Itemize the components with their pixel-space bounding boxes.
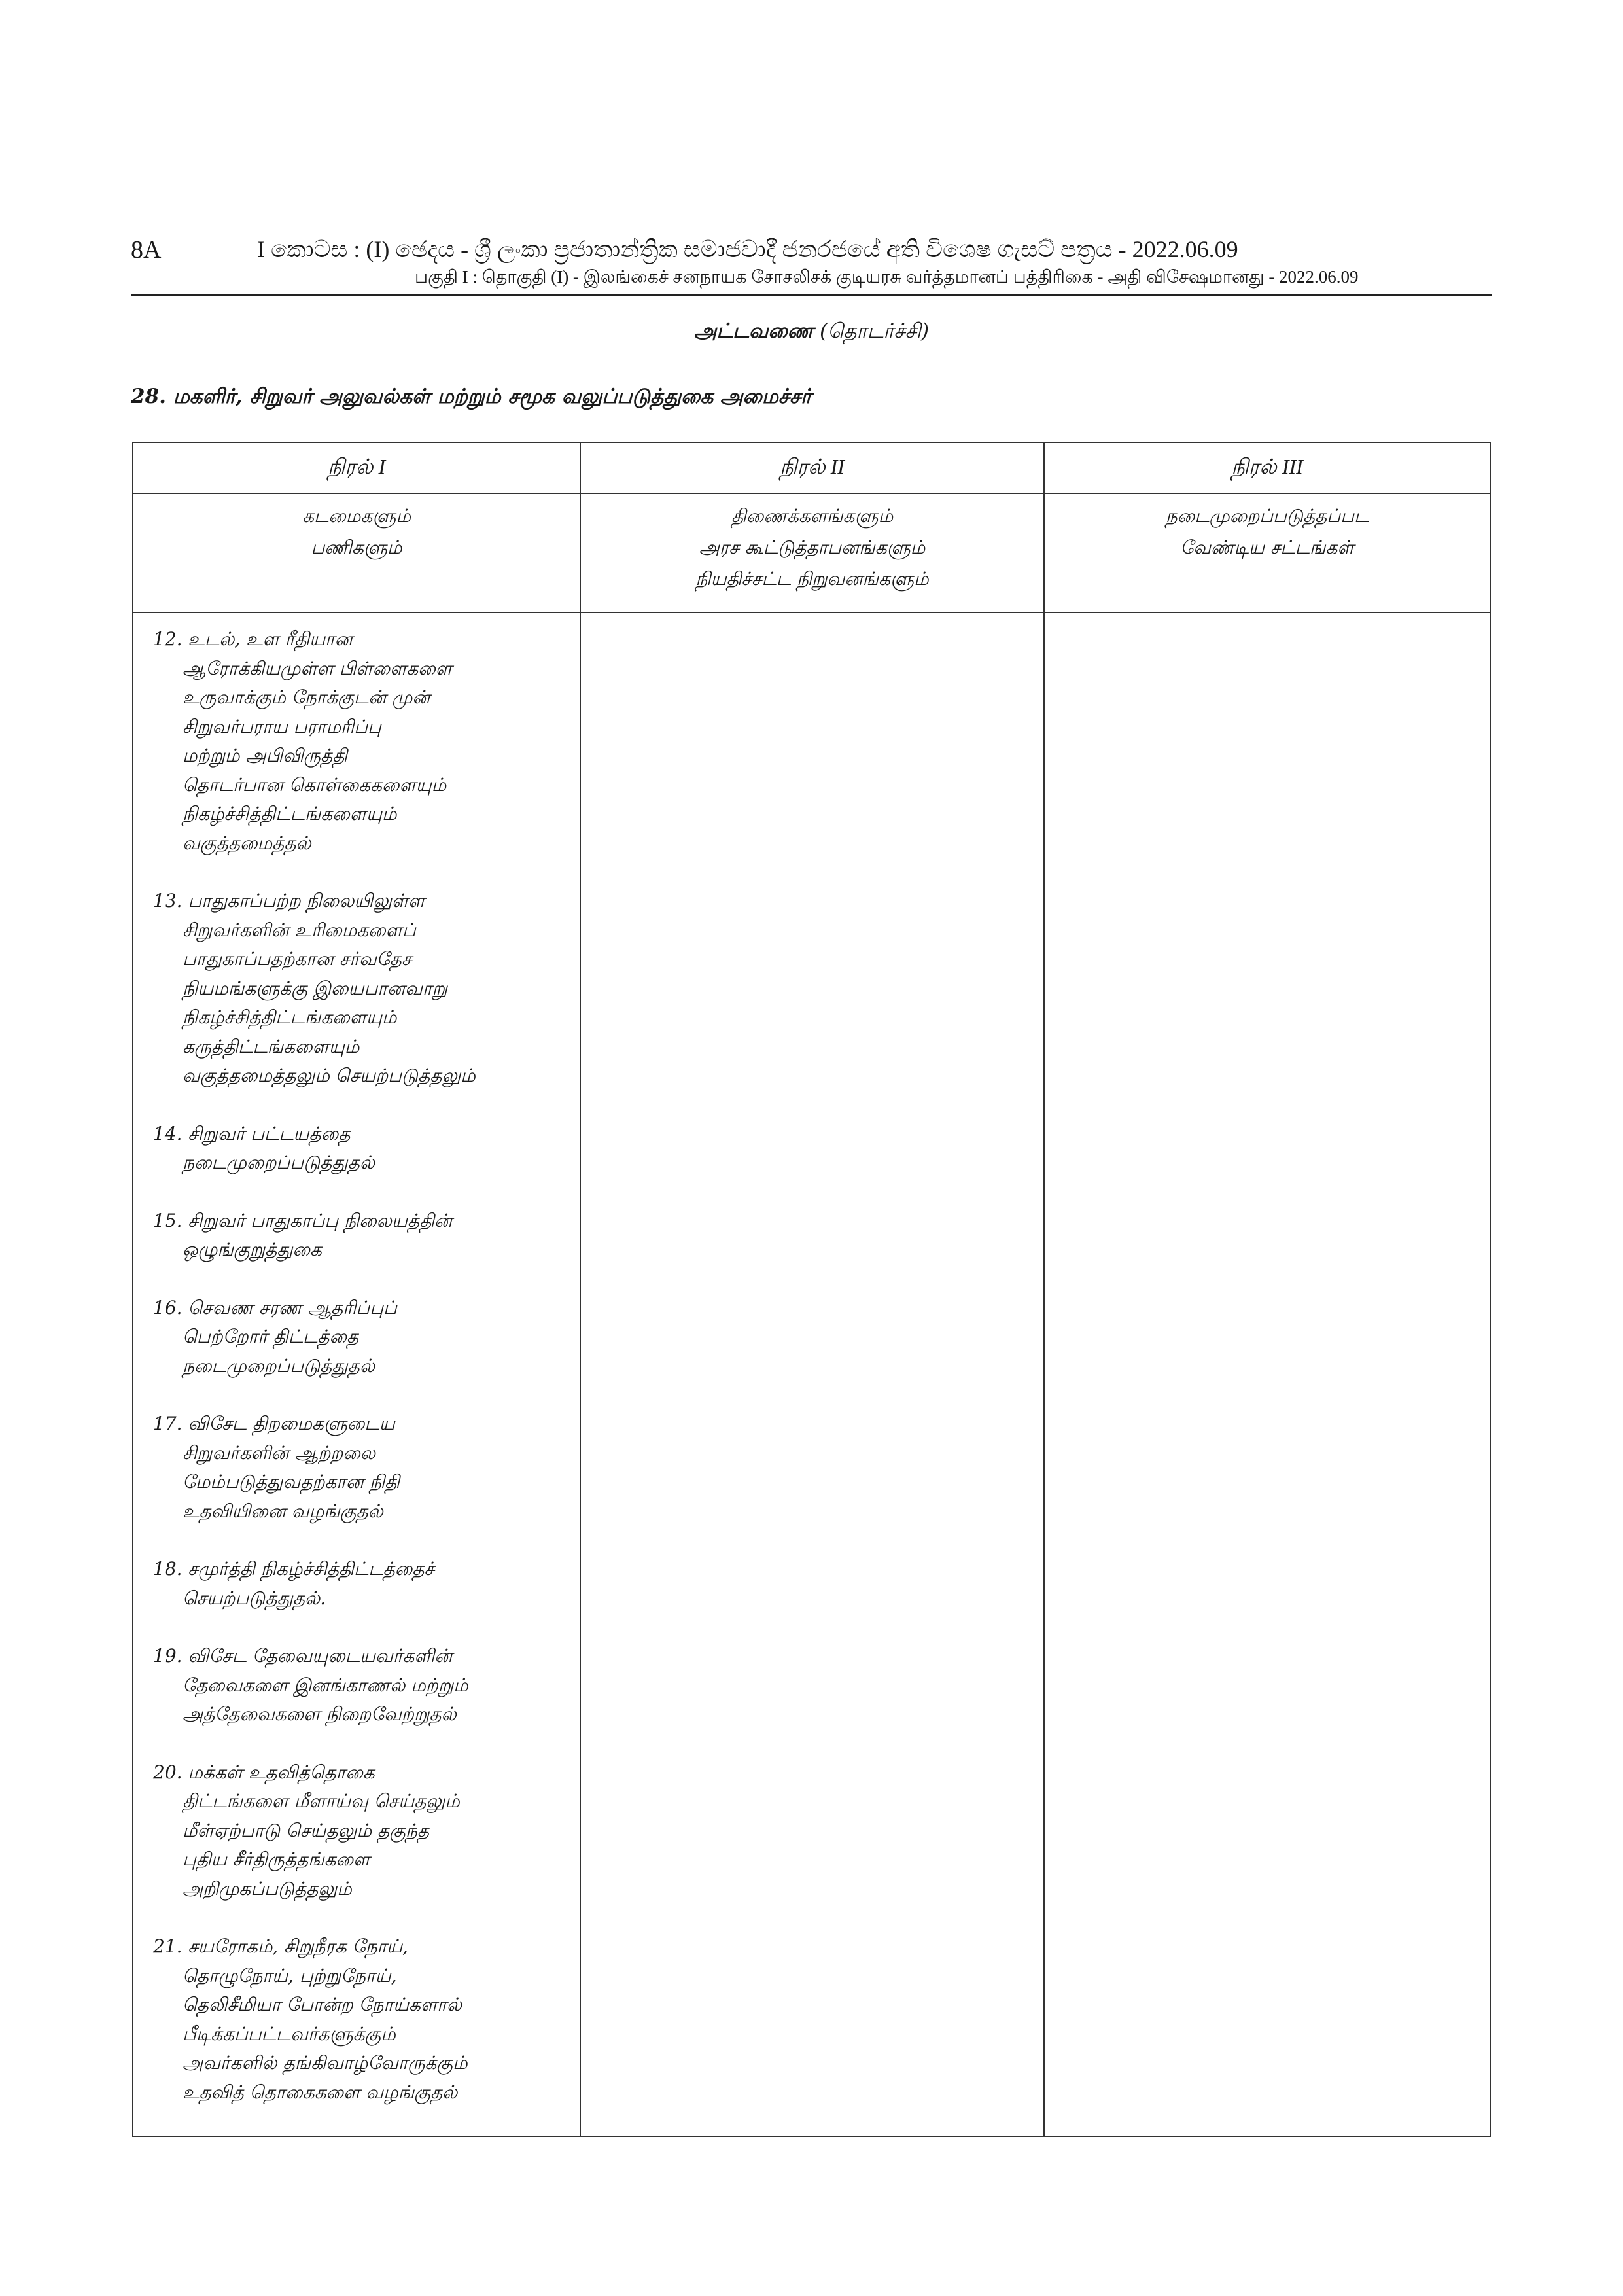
- duty-line: சிறுவர்பராய பராமரிப்பு: [183, 715, 381, 737]
- gazette-header-sinhala: I කොටස : (I) ඡෙදය - ශ්‍රී ලංකා ප්‍රජාතාන්ත්‍රික සමාජවාදී ජනරජයේ අති විශෙෂ ගැසට් පත්‍රය - 2022.06.09: [257, 236, 1238, 262]
- duty-line: உருவாக்கும் நோக்குடன் முன்: [183, 686, 430, 708]
- duty-line: மேம்படுத்துவதற்கான நிதி: [183, 1471, 400, 1492]
- duty-line: 13. பாதுகாப்பற்ற நிலையிலுள்ள: [153, 890, 425, 911]
- column-3-sub-line: வேண்டிய சட்டங்கள்: [1180, 537, 1354, 558]
- column-1-sub-line: பணிகளும்: [311, 537, 402, 558]
- duty-line: 17. விசேட திறமைகளுடைய: [153, 1413, 395, 1434]
- duty-line: வகுத்தமைத்தல்: [183, 832, 311, 854]
- duty-line: நியமங்களுக்கு இயைபானவாறு: [183, 977, 448, 999]
- departments-cell: [580, 612, 1044, 2136]
- gazette-header-tamil: பகுதி I : தொகுதி (I) - இலங்கைச் சனநாயக சோசலிசக் குடியரசு வர்த்தமானப் பத்திரிகை - அதி விசேஷமானது - 2022.06.09: [415, 267, 1359, 287]
- duty-line: 21. சயரோகம், சிறுநீரக நோய்,: [153, 1935, 409, 1957]
- duty-line: பெற்றோர் திட்டத்தை: [183, 1326, 359, 1347]
- duty-line: பீடிக்கப்பட்டவர்களுக்கும்: [183, 2022, 396, 2045]
- column-heading-row: [133, 442, 1490, 493]
- ministry-title: 28. மகளிர், சிறுவர் அலுவல்கள் மற்றும் சமூக வலுப்படுத்துகை அமைச்சர்: [131, 385, 812, 408]
- page-number: 8A: [131, 236, 162, 264]
- duty-line: கருத்திட்டங்களையும்: [183, 1035, 360, 1057]
- content-row: [133, 612, 1490, 2136]
- duty-line: தொடர்பான கொள்கைகளையும்: [183, 773, 447, 796]
- duty-line: 20. மக்கள் உதவித்தொகை: [153, 1761, 375, 1783]
- duty-line: மற்றும் அபிவிருத்தி: [183, 745, 348, 766]
- column-1-sub-line: கடமைகளும்: [302, 505, 411, 527]
- column-2-sub-line: அரச கூட்டுத்தாபனங்களும்: [699, 537, 926, 558]
- schedule-title: [0, 319, 1623, 345]
- duties-cell: [133, 612, 580, 2136]
- duty-line: வகுத்தமைத்தலும் செயற்படுத்தலும்: [183, 1065, 476, 1086]
- duty-line: உதவியினை வழங்குதல்: [183, 1500, 383, 1522]
- duty-line: அவர்களில் தங்கிவாழ்வோருக்கும்: [183, 2052, 468, 2074]
- page-header: [131, 222, 1492, 296]
- duty-item-17: [153, 1409, 580, 1526]
- column-2-sub-line: நியதிச்சட்ட நிறுவனங்களும்: [695, 568, 929, 590]
- duties-list: [133, 613, 580, 2107]
- duty-line: நிகழ்ச்சித்திட்டங்களையும்: [183, 803, 397, 824]
- column-subheading-row: [133, 493, 1490, 612]
- duty-line: பாதுகாப்பதற்கான சர்வதேச: [183, 948, 412, 970]
- duty-line: நடைமுறைப்படுத்துதல்: [183, 1354, 375, 1377]
- duty-line: திட்டங்களை மீளாய்வு செய்தலும்: [183, 1790, 460, 1812]
- column-2-subheading: [580, 493, 1044, 612]
- column-3-sub-line: நடைமுறைப்படுத்தப்பட: [1165, 505, 1369, 527]
- duty-line: 16. செவண சரண ஆதரிப்புப்: [153, 1296, 397, 1318]
- duty-item-14: [153, 1120, 580, 1178]
- duty-line: சிறுவர்களின் உரிமைகளைப்: [183, 919, 416, 941]
- duty-line: நிகழ்ச்சித்திட்டங்களையும்: [183, 1006, 397, 1028]
- duty-line: தொழுநோய், புற்றுநோய்,: [183, 1964, 397, 1987]
- column-1-subheading: [133, 493, 580, 612]
- duty-line: சிறுவர்களின் ஆற்றலை: [183, 1441, 375, 1464]
- duty-line: நடைமுறைப்படுத்துதல்: [183, 1152, 375, 1173]
- duty-item-12: [153, 625, 580, 858]
- laws-cell: [1044, 612, 1490, 2136]
- duty-line: ஆரோக்கியமுள்ள பிள்ளைகளை: [183, 657, 453, 679]
- duty-item-20: [153, 1758, 580, 1904]
- duty-item-13: [153, 887, 580, 1091]
- column-2-heading: நிரல் II: [580, 442, 1044, 493]
- duty-line: அறிமுகப்படுத்தலும்: [183, 1877, 352, 1899]
- column-1-heading: நிரல் I: [133, 442, 580, 493]
- duty-line: ஒழுங்குறுத்துகை: [183, 1239, 322, 1260]
- duty-item-16: [153, 1294, 580, 1381]
- column-3-heading: நிரல் III: [1044, 442, 1490, 493]
- duty-line: தெலிசீமியா போன்ற நோய்களால்: [183, 1994, 462, 2015]
- duty-item-19: [153, 1642, 580, 1729]
- duty-line: புதிய சீர்திருத்தங்களை: [183, 1848, 370, 1870]
- duty-line: தேவைகளை இனங்காணல் மற்றும்: [183, 1674, 468, 1696]
- duty-line: செயற்படுத்துதல்.: [183, 1587, 326, 1609]
- duty-line: 12. உடல், உள ரீதியான: [153, 628, 353, 650]
- duty-line: 19. விசேட தேவையுடையவர்களின்: [153, 1645, 453, 1667]
- schedule-table: [132, 442, 1491, 2137]
- duty-line: 14. சிறுவர் பட்டயத்தை: [153, 1122, 351, 1144]
- schedule-title-continued: (தொடர்ச்சி): [820, 319, 930, 343]
- duty-line: அத்தேவைகளை நிறைவேற்றுதல்: [183, 1703, 457, 1725]
- duty-item-15: [153, 1207, 580, 1265]
- schedule-title-main: அட்டவணை: [693, 319, 814, 343]
- duty-item-18: [153, 1555, 580, 1613]
- column-3-subheading: [1044, 493, 1490, 612]
- duty-line: மீள்ஏற்பாடு செய்தலும் தகுந்த: [183, 1819, 430, 1841]
- duty-line: 15. சிறுவர் பாதுகாப்பு நிலையத்தின்: [153, 1209, 453, 1231]
- column-2-sub-line: திணைக்களங்களும்: [731, 505, 894, 527]
- duty-item-21: [153, 1932, 580, 2107]
- duty-line: 18. சமுர்த்தி நிகழ்ச்சித்திட்டத்தைச்: [153, 1558, 435, 1580]
- duty-line: உதவித் தொகைகளை வழங்குதல்: [183, 2081, 458, 2103]
